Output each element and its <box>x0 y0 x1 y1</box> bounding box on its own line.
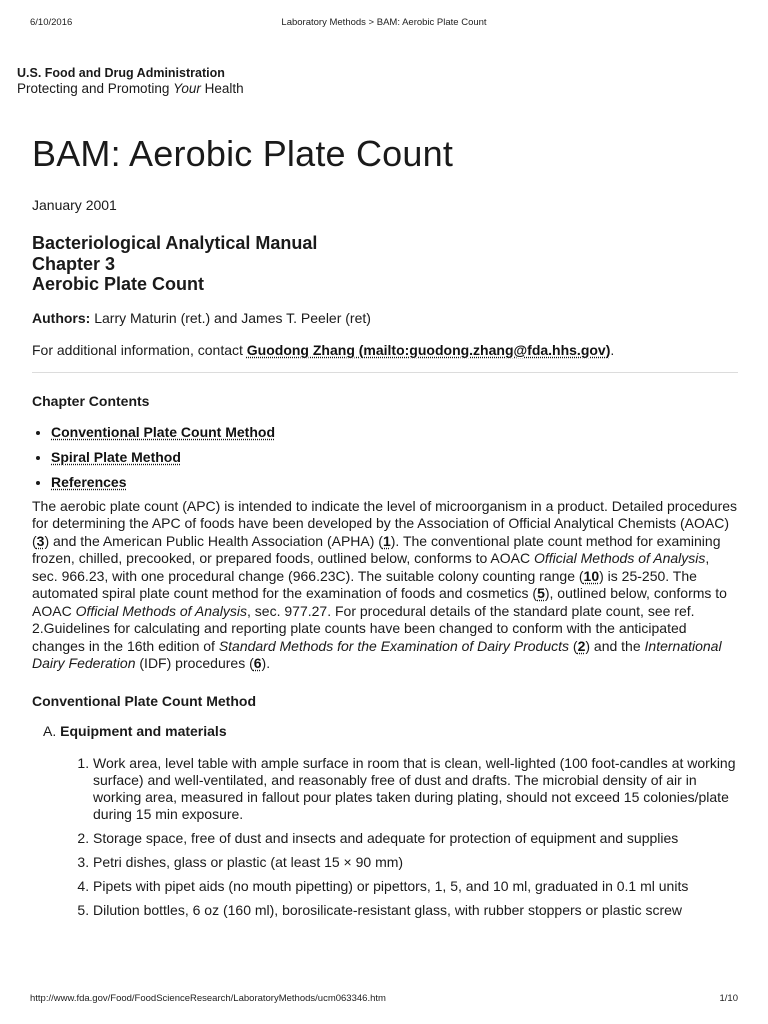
divider <box>32 372 738 373</box>
intro-text: ), outlined below, conforms to AOAC <box>32 585 727 619</box>
intro-text: ) and the American Public Health Association (APHA) ( <box>44 532 383 549</box>
intro-text: , sec. 977.27. For procedural details of the standard plate count, see ref. 2.Guidelines for calculating and reporting plate counts have been changed to conform with the anticipated changes in the 16th edition of <box>32 602 695 654</box>
chapter-number: Chapter 3 <box>32 253 116 274</box>
intro-text: ). The conventional plate count method for examining frozen, chilled, precooked, or prepared foods, outlined below, conforms to AOAC <box>32 532 721 566</box>
intro-text: ). <box>261 655 271 671</box>
list-item: 5. Dilution bottles, 6 oz (160 ml), borosilicate-resistant glass, with rubber stoppers or plastic screw <box>93 902 738 919</box>
list-item: 2. Storage space, free of dust and insects and adequate for protection of equipment and supplies <box>93 830 738 847</box>
print-date: 6/10/2016 <box>30 17 73 28</box>
contact-prefix: For additional information, contact <box>32 341 247 358</box>
print-footer <box>30 993 738 1007</box>
intro-text: ) and the <box>585 637 645 654</box>
manual-title: Bacteriological Analytical Manual <box>32 233 318 253</box>
toc-item <box>51 423 738 441</box>
intro-italic: Official Methods of Analysis <box>75 602 248 619</box>
toc-item <box>51 448 738 466</box>
page-number: 1/10 <box>719 993 738 1004</box>
agency-name[interactable]: U.S. Food and Drug Administration <box>17 66 225 80</box>
print-page-title: Laboratory Methods > BAM: Aerobic Plate Count <box>281 17 487 28</box>
intro-text: The aerobic plate count (APC) is intended to indicate the level of microorganism in a product. Detailed procedures for determining the APC of foods have been developed by the Association of Official Analytical Chemists (AOAC) ( <box>32 497 738 549</box>
main-content <box>32 130 738 926</box>
agency-header <box>17 66 244 96</box>
ref-link-1[interactable]: 1 <box>382 532 391 549</box>
intro-text: ( <box>569 637 578 654</box>
section-heading-conventional: Conventional Plate Count Method <box>32 692 256 709</box>
ref-link-2[interactable]: 2 <box>577 637 586 654</box>
toc-link-references[interactable]: References <box>51 473 127 490</box>
page-title: BAM: Aerobic Plate Count <box>32 133 454 174</box>
tagline-before: Protecting and Promoting <box>17 81 174 96</box>
print-url: http://www.fda.gov/Food/FoodScienceResearch/LaboratoryMethods/ucm063346.htm <box>30 993 386 1004</box>
contact-email-link[interactable]: Guodong Zhang (mailto:guodong.zhang@fda.hhs.gov) <box>246 341 611 358</box>
ref-link-10[interactable]: 10 <box>583 567 600 584</box>
authors-label: Authors: <box>32 309 91 326</box>
authors-line <box>32 309 738 327</box>
intro-italic: Standard Methods for the Examination of Dairy Products <box>218 637 569 654</box>
intro-text: , sec. 966.23, with one procedural change (966.23C). The suitable colony counting range ( <box>32 550 710 584</box>
ref-link-6[interactable]: 6 <box>253 655 262 671</box>
manual-heading <box>32 233 738 295</box>
chapter-contents-heading: Chapter Contents <box>32 392 150 409</box>
tagline-emphasis: Your <box>173 81 201 96</box>
list-item: 4. Pipets with pipet aids (no mouth pipetting) or pipettors, 1, 5, and 10 ml, graduated in 0.1 ml units <box>93 878 738 895</box>
contact-suffix: . <box>610 341 615 358</box>
subsection-label: Equipment and materials <box>60 722 227 739</box>
list-item: 3. Petri dishes, glass or plastic (at least 15 × 90 mm) <box>93 854 738 871</box>
list-item: 1. Work area, level table with ample surface in room that is clean, well-lighted (100 foot-candles at working surface) and well-ventilated, and reasonably free of dust and drafts. The microbial density of air in working area, measured in fallout pour plates taken during plating, should not exceed 15 colonies/plate during 15 min exposure. <box>93 755 738 823</box>
intro-text: ) is 25-250. The automated spiral plate count method for the examination of foods and cosmetics ( <box>32 567 697 601</box>
ref-link-3[interactable]: 3 <box>36 532 45 549</box>
ref-link-5[interactable]: 5 <box>537 585 545 601</box>
toc-link-conventional-plate-count[interactable]: Conventional Plate Count Method <box>51 423 275 440</box>
intro-italic: International Dairy Federation <box>32 637 722 671</box>
tagline-after: Health <box>200 81 244 96</box>
agency-tagline <box>17 81 244 96</box>
authors-names: Larry Maturin (ret.) and James T. Peeler (ret) <box>90 309 371 326</box>
subsection-equipment <box>43 722 738 740</box>
toc-item <box>51 473 738 491</box>
intro-italic: Official Methods of Analysis <box>533 550 706 566</box>
print-header <box>30 17 738 31</box>
equipment-list <box>32 755 738 919</box>
contact-line <box>32 341 738 359</box>
toc-link-spiral-plate[interactable]: Spiral Plate Method <box>51 448 181 465</box>
chapter-title: Aerobic Plate Count <box>32 274 205 294</box>
intro-paragraph <box>32 498 738 673</box>
intro-text: (IDF) procedures ( <box>135 655 254 671</box>
chapter-contents-list <box>32 423 738 491</box>
subsection-marker: A. <box>43 722 61 739</box>
publication-date: January 2001 <box>32 197 117 213</box>
